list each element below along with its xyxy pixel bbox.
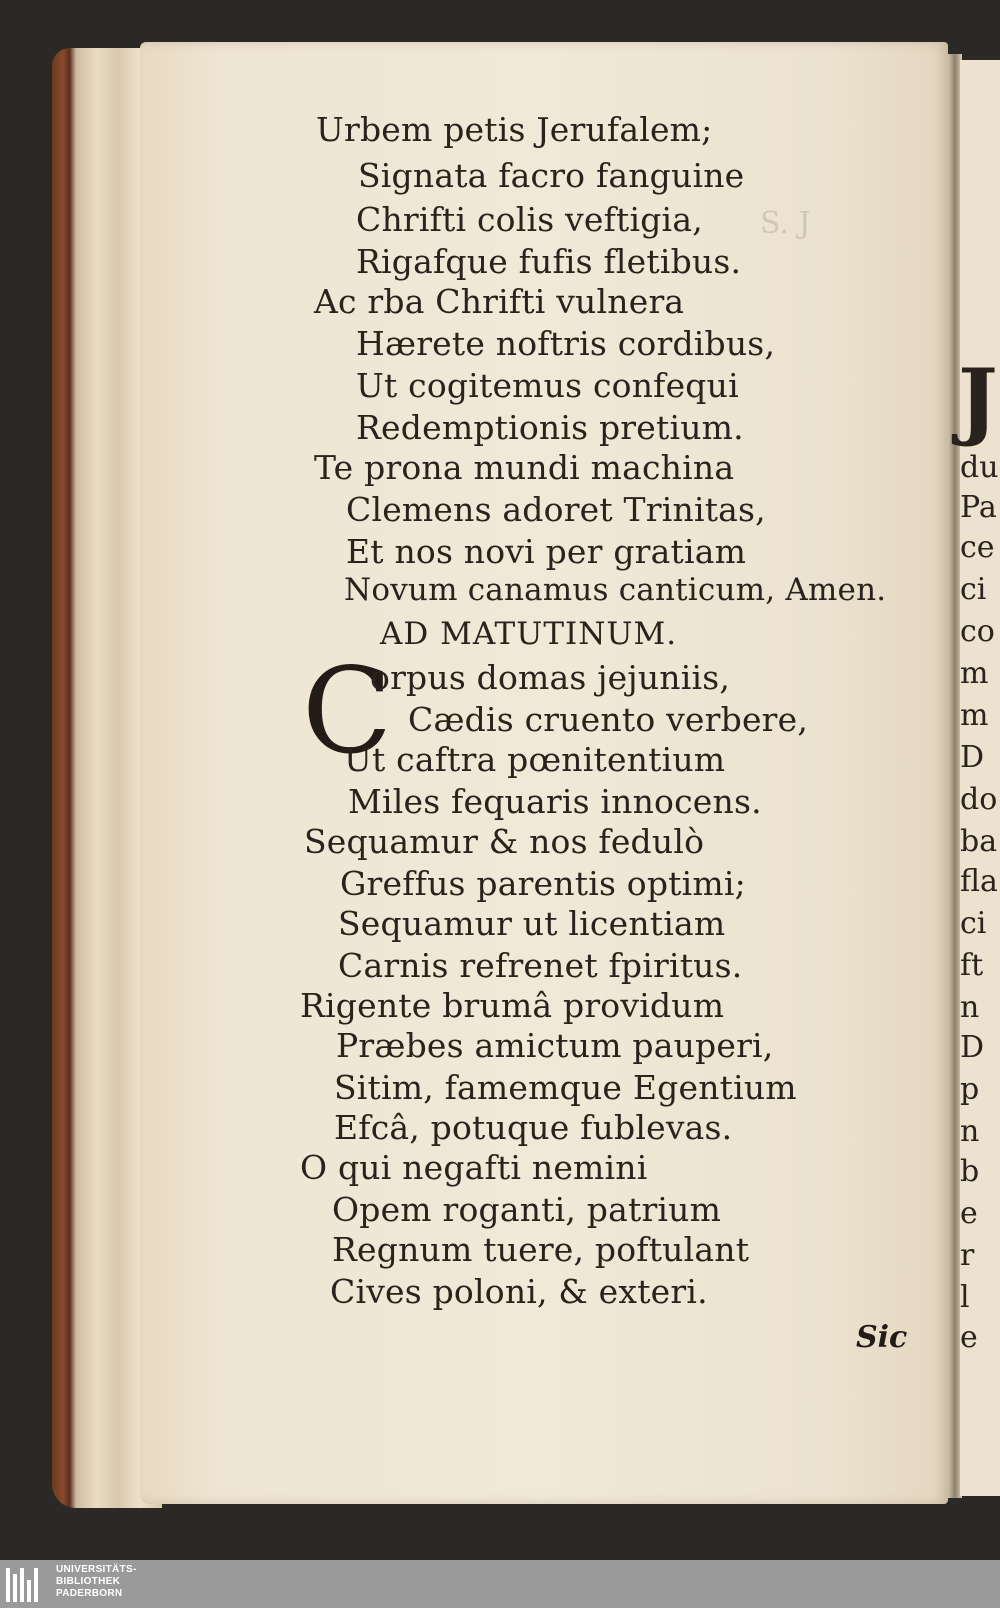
library-name-line: BIBLIOTHEK xyxy=(56,1576,121,1587)
text-line: Ac rba Chrifti vulnera xyxy=(314,282,685,321)
text-line: Ut cogitemus confequi xyxy=(356,366,739,405)
show-through: S. J xyxy=(760,206,811,241)
right-page-fragment: ft xyxy=(960,948,984,983)
right-page-fragment: Pa xyxy=(960,490,997,525)
text-line: Novum canamus canticum, Amen. xyxy=(344,572,887,608)
text-line: Rigente brumâ providum xyxy=(300,986,725,1025)
text-line: Carnis refrenet fpiritus. xyxy=(338,946,743,985)
right-page-fragment: m xyxy=(960,698,989,733)
right-page-fragment: D xyxy=(960,1030,985,1065)
right-page-fragment: du xyxy=(960,450,999,485)
text-line: Te prona mundi machina xyxy=(314,448,735,487)
right-page-fragment: r xyxy=(960,1238,975,1273)
right-page-fragment: ba xyxy=(960,824,998,859)
text-line: Opem roganti, patrium xyxy=(332,1190,722,1229)
right-page-fragment: do xyxy=(960,782,998,817)
right-page-fragment: p xyxy=(960,1072,980,1107)
text-line: Hærete noftris cordibus, xyxy=(356,324,776,363)
text-line: Miles fequaris innocens. xyxy=(348,782,762,821)
text-line: Cædis cruento verbere, xyxy=(408,700,809,739)
text-line: Et nos novi per gratiam xyxy=(346,532,747,571)
section-heading: AD MATUTINUM. xyxy=(380,616,678,652)
library-name-line: PADERBORN xyxy=(56,1588,123,1599)
text-line: Efcâ, potuque fublevas. xyxy=(334,1108,733,1147)
text-line: Signata facro fanguine xyxy=(358,156,745,195)
right-page-fragment: l xyxy=(960,1280,970,1315)
text-line: Chrifti colis veftigia, xyxy=(356,200,703,239)
library-footer xyxy=(0,1560,1000,1608)
right-page-fragment: b xyxy=(960,1154,980,1189)
right-page-fragment: ci xyxy=(960,572,987,607)
text-line: Clemens adoret Trinitas, xyxy=(346,490,766,529)
right-page-fragment: ce xyxy=(960,530,995,565)
text-line: orpus domas jejuniis, xyxy=(370,658,731,697)
right-page-fragment: J xyxy=(958,350,998,449)
drop-capital: C xyxy=(302,642,393,780)
text-line: Ut caftra pœnitentium xyxy=(344,740,726,779)
right-page-fragment: e xyxy=(960,1196,978,1231)
text-line: Greffus parentis optimi; xyxy=(340,864,746,903)
library-name xyxy=(56,1564,137,1600)
right-page-fragment: ci xyxy=(960,906,987,941)
text-line: Sequamur & nos fedulò xyxy=(304,822,705,861)
text-line: Regnum tuere, poftulant xyxy=(332,1230,750,1269)
right-page-fragment: D xyxy=(960,740,985,775)
text-line: Præbes amictum pauperi, xyxy=(336,1026,774,1065)
right-page-fragment: fla xyxy=(960,864,998,899)
text-line: Urbem petis Jerufalem; xyxy=(316,110,713,149)
text-line: Sitim, famemque Egentium xyxy=(334,1068,797,1107)
library-name-line: UNIVERSITÄTS- xyxy=(56,1564,137,1575)
text-line: O qui negafti nemini xyxy=(300,1148,648,1187)
right-page-fragment: m xyxy=(960,656,989,691)
right-page-fragment: n xyxy=(960,990,980,1025)
text-line: Redemptionis pretium. xyxy=(356,408,744,447)
catchword: Sic xyxy=(856,1320,908,1355)
right-page-fragment: n xyxy=(960,1114,980,1149)
text-line: Cives poloni, & exteri. xyxy=(330,1272,708,1311)
right-page-fragment: e xyxy=(960,1320,978,1355)
text-line: Rigafque fufis fletibus. xyxy=(356,242,742,281)
library-logo-icon xyxy=(6,1568,42,1602)
right-page-fragment: co xyxy=(960,614,995,649)
text-line: Sequamur ut licentiam xyxy=(338,904,726,943)
